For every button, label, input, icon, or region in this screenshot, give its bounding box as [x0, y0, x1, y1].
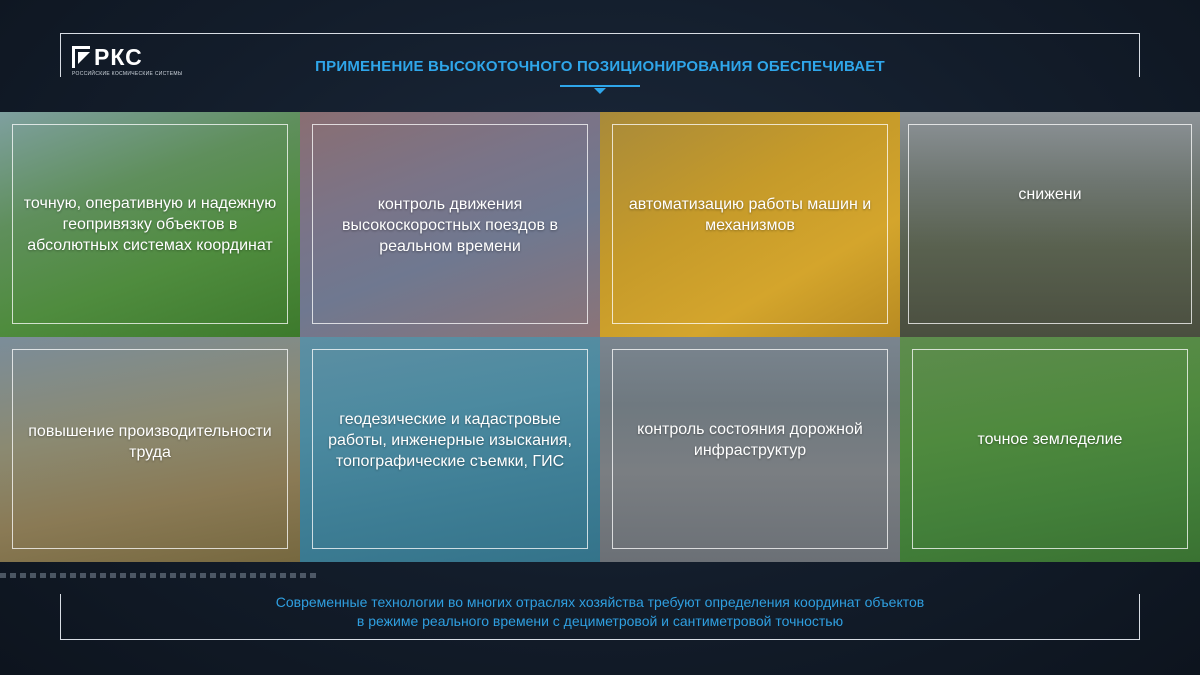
- tile-label: автоматизацию работы машин и механизмов: [628, 196, 872, 234]
- tile-label: точное земледелие: [977, 431, 1123, 448]
- feature-grid: [0, 112, 1200, 562]
- tile-train-control: [300, 112, 600, 337]
- tile-machine-automation: [600, 112, 900, 337]
- film-strip-bottom: [0, 565, 320, 570]
- tile-label: повышение производительности труда: [28, 423, 272, 461]
- tile-georeferencing: [0, 112, 300, 337]
- logo-mark-icon: [72, 46, 90, 68]
- footer-caption: [160, 593, 1040, 631]
- tile-precision-farming: [900, 337, 1200, 562]
- tile-reduction: [900, 112, 1200, 337]
- tile-label: контроль движения высокоскоростных поездов в реальном времени: [342, 196, 558, 255]
- tile-label: геодезические и кадастровые работы, инженерные изыскания, топографические съемки, ГИС: [328, 411, 572, 470]
- logo: [72, 44, 182, 80]
- tile-road-infrastructure: [600, 337, 900, 562]
- tile-productivity: [0, 337, 300, 562]
- logo-subtitle: РОССИЙСКИЕ КОСМИЧЕСКИЕ СИСТЕМЫ: [72, 71, 183, 77]
- footer-line-1: Современные технологии во многих отраслях хозяйства требуют определения координат объектов: [275, 594, 925, 610]
- tile-label: контроль состояния дорожной инфраструктур: [637, 421, 863, 459]
- title-underline: [560, 85, 640, 87]
- tile-geodetic-works: [300, 337, 600, 562]
- page-title: ПРИМЕНЕНИЕ ВЫСОКОТОЧНОГО ПОЗИЦИОНИРОВАНИЯ ОБЕСПЕЧИВАЕТ: [315, 58, 885, 75]
- film-strip-top: [880, 104, 1200, 109]
- footer-line-2: в режиме реального времени с дециметровой и сантиметровой точностью: [356, 613, 844, 629]
- chevron-down-icon: [594, 88, 606, 94]
- tile-label: снижени: [1018, 186, 1082, 203]
- tile-label: точную, оперативную и надежную геопривязку объектов в абсолютных системах координат: [23, 195, 277, 254]
- logo-name: РКС: [94, 44, 143, 70]
